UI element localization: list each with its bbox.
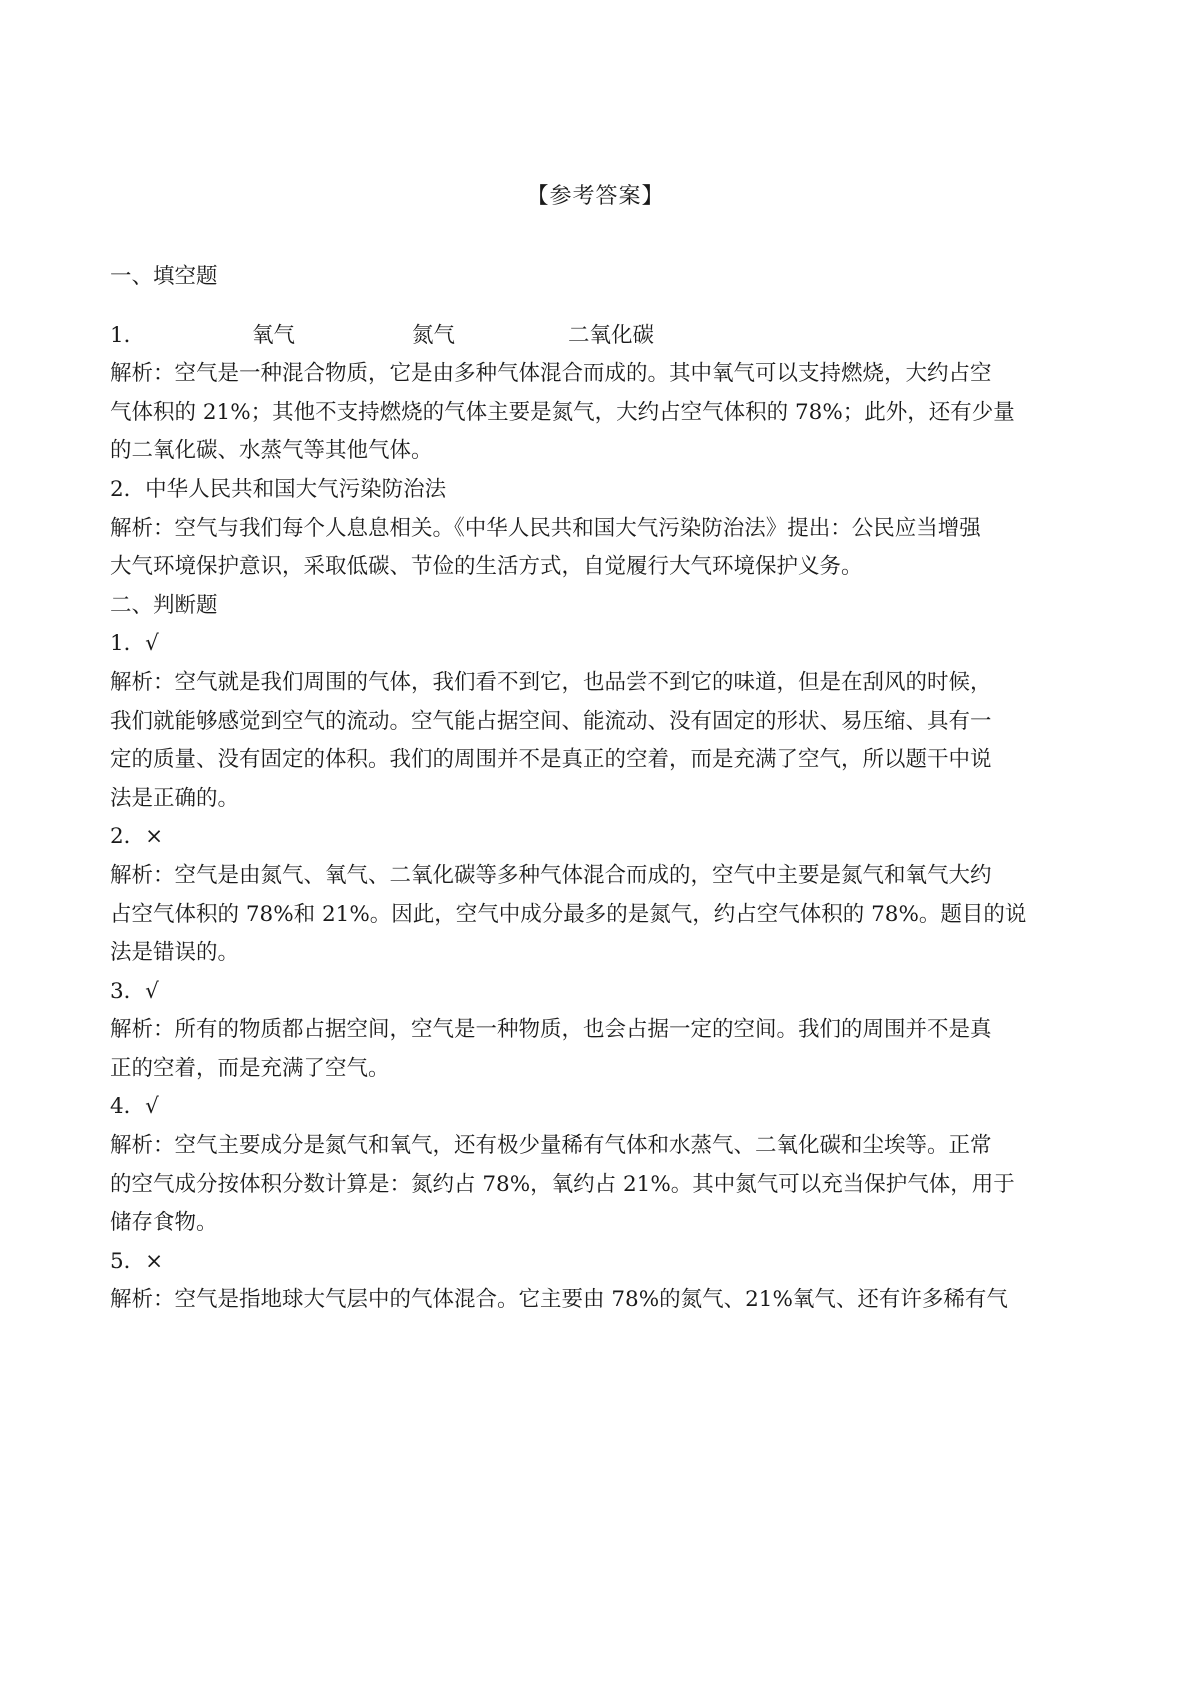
answer-blank-2: 氮气 (412, 322, 456, 348)
answer-blank-1: 氧气 (252, 322, 296, 348)
analysis-line: 定的质量、没有固定的体积。我们的周围并不是真正的空着，而是充满了空气，所以题干中说 (110, 747, 992, 773)
analysis-line: 储存食物。 (110, 1210, 218, 1236)
analysis-line: 大气环境保护意识，采取低碳、节俭的生活方式，自觉履行大气环境保护义务。 (110, 554, 863, 580)
section-heading-true-false: 二、判断题 (110, 592, 218, 618)
analysis-line: 占空气体积的 78%和 21%。因此，空气中成分最多的是氮气，约占空气体积的 78%。题目的说 (110, 901, 1027, 927)
analysis-line: 的二氧化碳、水蒸气等其他气体。 (110, 438, 433, 464)
answer-line: 3．√ (110, 978, 159, 1004)
analysis-line: 解析：空气是指地球大气层中的气体混合。它主要由 78%的氮气、21%氧气、还有许多稀有气 (110, 1287, 1008, 1313)
fill-in-answer-row (110, 317, 1088, 356)
analysis-line: 解析：空气与我们每个人息息相关。《中华人民共和国大气污染防治法》提出：公民应当增强 (110, 515, 981, 541)
analysis-line: 法是正确的。 (110, 785, 240, 811)
analysis-line: 解析：空气是由氮气、氧气、二氧化碳等多种气体混合而成的，空气中主要是氮气和氧气大约 (110, 862, 992, 888)
analysis-line: 解析：空气主要成分是氮气和氧气，还有极少量稀有气体和水蒸气、二氧化碳和尘埃等。正常 (110, 1133, 992, 1159)
analysis-line: 的空气成分按体积分数计算是：氮约占 78%，氧约占 21%。其中氮气可以充当保护气体，用于 (110, 1171, 1015, 1197)
section-heading-fill-in: 一、填空题 (110, 264, 218, 289)
analysis-line: 气体积的 21%；其他不支持燃烧的气体主要是氮气，大约占空气体积的 78%；此外，还有少量 (110, 399, 1015, 425)
answer-line: 4．√ (110, 1094, 159, 1120)
analysis-line: 正的空着，而是充满了空气。 (110, 1055, 390, 1081)
analysis-line: 解析：空气就是我们周围的气体，我们看不到它，也品尝不到它的味道，但是在刮风的时候， (110, 669, 992, 695)
answer-line: 1．√ (110, 631, 159, 657)
answer-content (110, 258, 1088, 1320)
answer-line: 5．× (110, 1248, 164, 1274)
spacer (110, 297, 1088, 317)
page-title: 【参考答案】 (526, 184, 665, 209)
analysis-line: 解析：空气是一种混合物质，它是由多种气体混合而成的。其中氧气可以支持燃烧，大约占空 (110, 361, 992, 387)
analysis-line: 解析：所有的物质都占据空间，空气是一种物质，也会占据一定的空间。我们的周围并不是真 (110, 1017, 992, 1043)
answer-line: 2．中华人民共和国大气污染防治法 (110, 476, 447, 502)
question-number: 1． (110, 322, 146, 348)
answer-line: 2．× (110, 824, 164, 850)
analysis-line: 我们就能够感觉到空气的流动。空气能占据空间、能流动、没有固定的形状、易压缩、具有一 (110, 708, 992, 734)
answer-blank-3: 二氧化碳 (568, 322, 655, 348)
analysis-line: 法是错误的。 (110, 940, 240, 966)
